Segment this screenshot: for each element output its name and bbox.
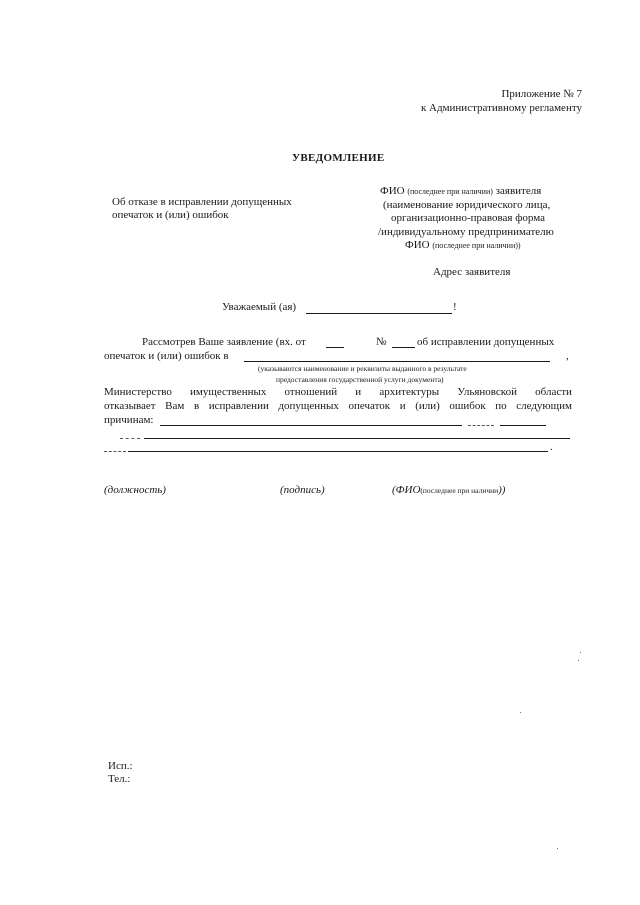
word: и <box>399 400 406 412</box>
signature-fio-note: (последнее при наличии <box>420 486 499 495</box>
reasons-blank-1-dashed <box>468 425 494 426</box>
reasons-label: причинам: <box>104 414 154 426</box>
body-paragraph-line-2: опечаток и (или) ошибок в <box>104 350 229 362</box>
recipient-line-4: /индивидуальному предпринимателю <box>378 226 554 238</box>
scan-speck <box>578 660 579 661</box>
scan-speck <box>580 652 581 653</box>
word: имущественных <box>190 386 267 398</box>
word: Ульяновской <box>457 386 517 398</box>
recipient-address: Адрес заявителя <box>433 266 511 278</box>
recipient-line-3: организационно-правовая форма <box>391 212 545 224</box>
executor-label: Исп.: <box>108 760 133 772</box>
subject-line-2: опечаток и (или) ошибок <box>112 209 229 221</box>
document-details-blank <box>244 361 550 362</box>
greeting-text: Уважаемый (ая) <box>222 301 297 313</box>
word: в <box>193 400 200 412</box>
refusal-line <box>104 400 572 412</box>
word: ошибок <box>449 400 486 412</box>
word: (или) <box>415 400 440 412</box>
application-number-blank <box>392 347 415 348</box>
signature-sign: (подпись) <box>280 484 325 496</box>
word: следующим <box>516 400 572 412</box>
recipient-fio-suffix: заявителя <box>495 185 542 197</box>
recipient-fio: ФИО <box>380 185 405 197</box>
reasons-blank-1-end <box>500 425 546 426</box>
word: исправлении <box>208 400 269 412</box>
body-paragraph-end: об исправлении допущенных <box>417 336 555 348</box>
word: отношений <box>284 386 338 398</box>
scan-speck <box>557 848 558 849</box>
word: опечаток <box>348 400 391 412</box>
application-date-blank <box>326 347 344 348</box>
reasons-blank-2-start <box>120 438 140 439</box>
reasons-end-mark: . <box>550 441 553 453</box>
word: допущенных <box>278 400 339 412</box>
recipient-fio-line-2 <box>405 239 521 251</box>
word: архитектуры <box>379 386 440 398</box>
reasons-blank-2 <box>144 438 570 439</box>
word: отказывает <box>104 400 156 412</box>
ministry-line <box>104 386 572 398</box>
word: Вам <box>165 400 185 412</box>
word: по <box>495 400 507 412</box>
greeting-name-blank <box>306 313 452 314</box>
greeting-exclamation: ! <box>453 301 457 313</box>
word: Министерство <box>104 386 172 398</box>
reasons-blank-3 <box>128 451 548 452</box>
body-comma: , <box>566 350 569 362</box>
document-note-line-1: (указываются наименование и реквизиты выданного в результате <box>258 364 467 373</box>
word: и <box>355 386 362 398</box>
reasons-blank-1 <box>160 425 462 426</box>
appendix-number: Приложение № 7 <box>501 88 582 100</box>
recipient-fio-note-2: (последнее при наличии)) <box>432 241 521 250</box>
document-note-line-2: предоставления государственной услуги документа) <box>276 375 444 384</box>
recipient-fio-note: (последнее при наличии) <box>407 187 493 196</box>
recipient-fio-line <box>380 185 541 197</box>
signature-position: (должность) <box>104 484 166 496</box>
recipient-fio-2: ФИО <box>405 239 430 251</box>
signature-fio-open: (ФИО <box>392 484 421 496</box>
regulation-reference: к Административному регламенту <box>420 102 582 114</box>
subject-line-1: Об отказе в исправлении допущенных <box>112 196 292 208</box>
signature-fio-close: )) <box>498 484 506 496</box>
scan-speck <box>520 712 521 713</box>
reasons-blank-3-start <box>104 451 126 452</box>
recipient-line-2: (наименование юридического лица, <box>383 199 551 211</box>
application-number-sign: № <box>376 336 387 348</box>
body-paragraph-start: Рассмотрев Ваше заявление (вх. от <box>142 336 306 348</box>
page-title: УВЕДОМЛЕНИЕ <box>292 152 385 164</box>
signature-fio <box>392 484 505 496</box>
phone-label: Тел.: <box>108 773 131 785</box>
word: области <box>535 386 572 398</box>
